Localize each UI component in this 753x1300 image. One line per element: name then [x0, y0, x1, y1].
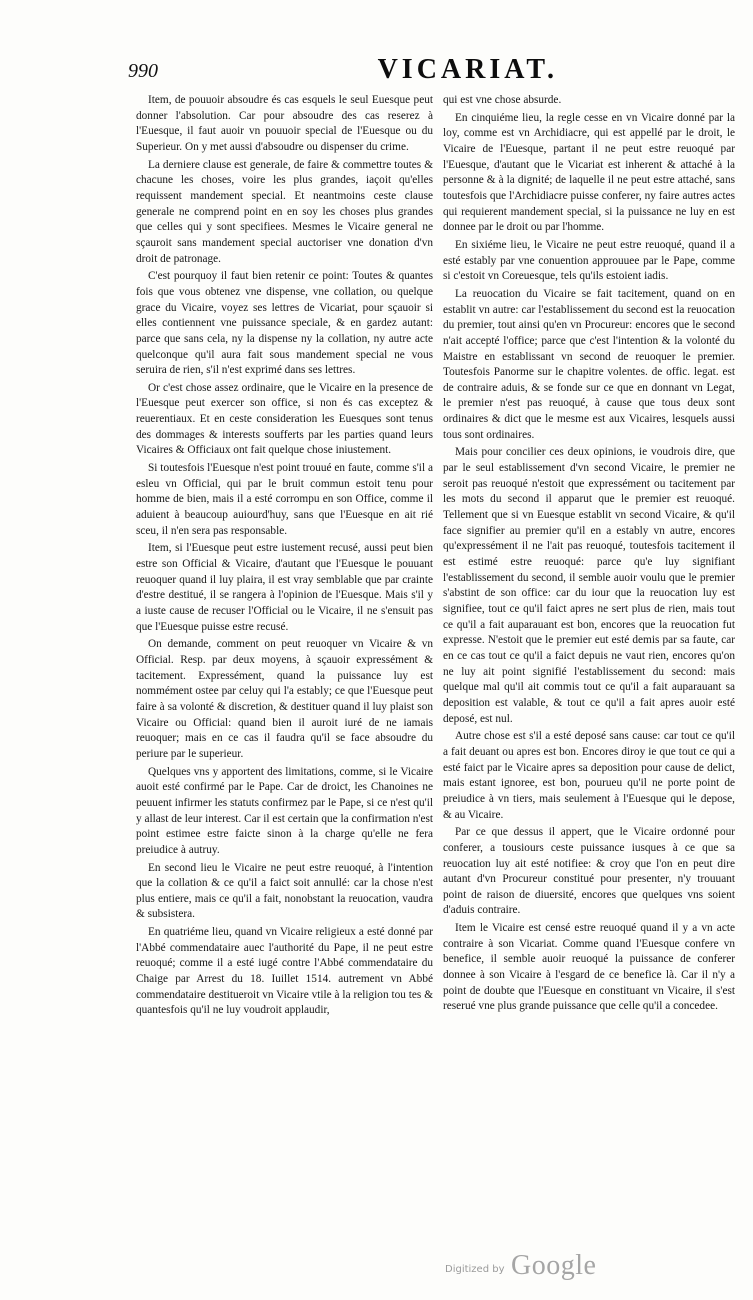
- paragraph: On demande, comment on peut reuoquer vn Vicaire & vn Official. Resp. par deux moyens, à sçauoir expressément & tacitement. Expressément, quand la puissance luy est nommément ostee par celuy qui l'a estably; ce que l'Euesque peut faire à sa volonté & discretion, & destituer quand il luy plaist son Vicaire ou Official: quand bien il auroit iuré de ne iamais reuoquer; mais en ce cas il faudra qu'il se face absoudre du periure par le superieur.: [136, 638, 433, 760]
- paragraph: Item le Vicaire est censé estre reuoqué quand il y a vn acte contraire à son Vicariat. Comme quand l'Euesque confere vn benefice, il semble auoir reuoqué la puissance de conferer donnee à son Vicaire à l'esgard de ce benefice là. Car il n'y a point de doubte que l'Euesque en constituant vn Vicaire, il s'est reserué vne plus grande puissance que celle qu'il a concedee.: [443, 922, 735, 1013]
- paragraph: Mais pour concilier ces deux opinions, ie voudrois dire, que par le seul establissement d'vn second Vicaire, le premier ne seroit pas reuoqué n'estoit que expressément ou tacitement par les mots du second il apparut que le premier est reuoqué. Tellement que si vn Euesque establit vn second Vicaire, & qu'il face signifier au premier qu'il en a estably vn autre, encores qu'expressément il ne l'ait pas reuoqué, toutesfois tacitement il est estimé estre reuoqué: parce qu'e luy signifiant l'establissement du second, il semble auoir voulu que le premier s'abstint de son office: car du iour que la reuocation luy est signifiee, tout ce qu'il faict apres ne sert plus de rien, mais tout ce qu'il a fait auparauant est bon, encores que la reuocation fut expresse. N'estoit que le premier eut esté demis par sa faute, car en ce cas tout ce qu'il a faict depuis ne vaut rien, encores qu'on ne luy ait point signifié l'establissement du second: mais quelque mal qu'il ait commis tout ce qu'il a fait auparauant sa deposition est valable, & tout ce qu'il a fait apres auoir esté deposé, est nul.: [443, 446, 735, 725]
- digitization-watermark: [445, 1250, 655, 1290]
- paragraph-continuation: qui est vne chose absurde.: [443, 94, 562, 106]
- paragraph: En cinquiéme lieu, la regle cesse en vn Vicaire donné par la loy, comme est vn Archidiacre, qui est appellé par le droit, le Vicaire de l'Euesque, partant il ne peut estre reuoqué par l'Euesque, d'autant que le Vicariat est inherent & attaché à la personne & à la dignité; de laquelle il ne peut estre attaché, sans toutesfois que l'Archidiacre puisse conferer, ny faire autres actes qui requierent mandement special, si la puissance ne luy en est donnee par le droit ou par l'homme.: [443, 111, 735, 234]
- paragraph: Si toutesfois l'Euesque n'est point trouué en faute, comme s'il a esleu vn Official, qui par le bruit commun estoit tenu pour homme de bien, mais il a esté corrompu en son Office, comme il aduient à beaucoup auiourd'huy, sans que l'Euesque en ait rié sceu, il n'en sera pas responsable.: [136, 462, 433, 537]
- running-title: VICARIAT.: [377, 54, 558, 85]
- page-number: 990: [128, 60, 158, 82]
- paragraph: Item, si l'Euesque peut estre iustement recusé, aussi peut bien estre son Official & Vicaire, d'autant que l'Euesque le pouuant reuoquer quand il luy plaira, il est vray semblable que par crainte d'estre destitué, il se rangera à l'opinion de l'Euesque. Mais s'il y a iuste cause de recuser l'Official ou le Vicaire, il ne s'ensuit pas que l'Euesque puisse estre recusé.: [136, 542, 433, 633]
- paragraph: Par ce que dessus il appert, que le Vicaire ordonné pour conferer, a tousiours ceste puissance iusques à ce que sa reuocation luy ait esté notifiee: & croy que l'on en peut dire autant d'vn Procureur constitué pour presenter, n'y trouuant point de raison de diuersité, encores que quelques vns soient d'aduis contraire.: [443, 826, 735, 917]
- paragraph: En sixiéme lieu, le Vicaire ne peut estre reuoqué, quand il a esté estably par vne conuention approuuee par le Pape, comme si c'estoit vn Coreuesque, tels qu'ils estoient iadis.: [443, 238, 735, 283]
- paragraph: En quatriéme lieu, quand vn Vicaire religieux a esté donné par l'Abbé commendataire auec l'authorité du Pape, il ne peut estre reuoqué; comme il a esté iugé contre l'Abbé commendataire du Chaige par Arrest du 18. Iuillet 1514. autrement vn Abbé commendataire destitueroit vn Vicaire vtile à la religion tou tes & quantesfois qu'il ne luy voudroit applaudir,: [136, 926, 433, 1017]
- paragraph: En second lieu le Vicaire ne peut estre reuoqué, à l'intention que la collation & ce qu'il a faict soit annullé: car la chose n'est plus entiere, mais ce qu'il a fait, nonobstant la reuocation, vaudra & subsistera.: [136, 861, 433, 921]
- google-logo: Google: [511, 1250, 597, 1281]
- paragraph: C'est pourquoy il faut bien retenir ce point: Toutes & quantes fois que vous obtenez vne dispense, vne collation, ou quelque grace du Vicaire, voyez ses lettres de Vicariat, pour sçauoir si elles contiennent vne puissance speciale, & en gardez autant: parce que sans cela, ny la dispense ny la collation, ny autre acte quelconque qu'il aura fait sous mandement special ne vous seruira de rien, s'il n'est exprimé dans ses lettres.: [136, 270, 433, 377]
- paragraph: Or c'est chose assez ordinaire, que le Vicaire en la presence de l'Euesque peut exercer son office, si non és cas exceptez & reuerentiaux. Et en ceste consideration les Euesques sont tenus des dommages & interests soufferts par les parties quand leurs Vicaires & Officiaux ont fait quelque chose iniustement.: [136, 381, 433, 457]
- page-header: [128, 54, 558, 92]
- paragraph: Autre chose est s'il a esté deposé sans cause: car tout ce qu'il a fait deuant ou apres est bon. Encores diroy ie que tout ce qui a esté faict par le Vicaire apres sa deposition pour cause de delict, mais estant ignoree, est bon, pourueu qu'il ne porte point de preiudice à vn tiers, mais seulement à l'Euesque qui le depose, & au Vicaire.: [443, 730, 735, 821]
- digitized-by-label: Digitized by: [445, 1264, 505, 1275]
- right-text-column: [443, 93, 735, 1183]
- paragraph: La derniere clause est generale, de faire & commettre toutes & chacune les choses, voire les plus grandes, iaçoit qu'elles requissent mandement special. Et neantmoins ceste clause generale ne comprend point en en soy les choses plus grandes que celles qui y sont specifiees. Mesmes le Vicaire general ne sçauroit sans mandement special auctoriser vne donation d'vn droit de patronage.: [136, 158, 433, 265]
- paragraph: Quelques vns y apportent des limitations, comme, si le Vicaire auoit esté confirmé par le Pape. Car de droict, les Chanoines ne peuuent infirmer les statuts confirmez par le Pape, si ce n'est qu'il y allast de leur interest. Car il est certain que la confirmation n'est point estimee estre faicte sinon à la charge qu'elle ne fera preiudice à autruy.: [136, 765, 433, 856]
- paragraph: Item, de pouuoir absoudre és cas esquels le seul Euesque peut donner l'absolution. Car pour absoudre des cas reserez à l'Euesque, il faut auoir vn pouuoir special de l'Euesque ou du Superieur. On y met aussi d'absoudre ou dispenser du crime.: [136, 94, 433, 153]
- paragraph: La reuocation du Vicaire se fait tacitement, quand on en establit vn autre: car l'establissement du second est la reuocation du premier, tout ainsi qu'en vn Procureur: encores que le second n'ait accepté l'office; parce que c'est l'intention & la volonté du Maistre en establissant vn second de reuoquer le premier. Toutesfois Panorme sur le chapitre volentes. de offic. legat. est de contraire aduis, & se fonde sur ce que en donnant vn Legat, le premier n'est pas reuoqué, à cause que tous deux sont ordinaires & dict que le mesme est aux Vicaires, lesquels aussi tous sont ordinaires.: [443, 287, 735, 441]
- left-text-column: [136, 93, 433, 1183]
